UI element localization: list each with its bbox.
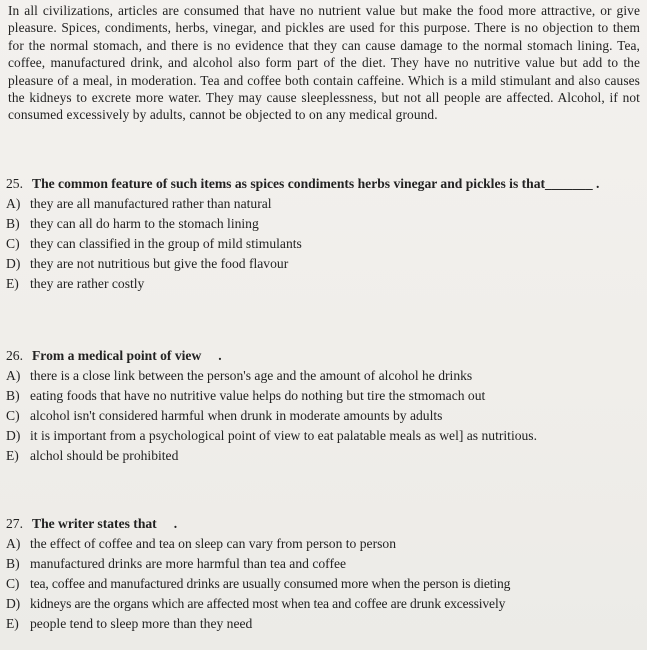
reading-passage: In all civilizations, articles are consumed that have no nutrient value but make the food more attractive, or give pleasure. Spices, condiments, herbs, vinegar, and pickles are used for this purpose. There is no objection to them for the normal stomach, and there is no evidence that they can cause damage to the normal stomach lining. Tea, coffee, manufactured drink, and alcohol also form part of the diet. They have no nutritive value but add to the pleasure of a meal, in moderation. Tea and coffee both contain caffeine. Which is a mild stimulant and also causes the kidneys to excrete more water. They may cause sleeplessness, but not all people are affected. Alcohol, if not consumed excessively by adults, cannot be objected to on any medical ground. [8, 3, 640, 123]
question-text: From a medical point of view . [32, 348, 222, 363]
question-26 [6, 346, 636, 466]
question-25 [6, 174, 636, 294]
option-b[interactable]: B) eating foods that have no nutritive value helps do nothing but tire the stmomach out [6, 388, 486, 403]
option-a[interactable]: A) the effect of coffee and tea on sleep can vary from person to person [6, 536, 396, 551]
option-e[interactable]: E) alchol should be prohibited [6, 448, 179, 463]
option-c[interactable]: C) tea, coffee and manufactured drinks are usually consumed more when the person is dieting [6, 576, 511, 591]
option-e[interactable]: E) people tend to sleep more than they need [6, 616, 253, 631]
option-d[interactable]: D) they are not nutritious but give the food flavour [6, 256, 289, 271]
question-number: 25. [6, 176, 23, 191]
question-text: The common feature of such items as spices condiments herbs vinegar and pickles is that_______ . [32, 176, 600, 191]
option-c[interactable]: C) alcohol isn't considered harmful when drunk in moderate amounts by adults [6, 408, 443, 423]
option-e[interactable]: E) they are rather costly [6, 276, 145, 291]
question-number: 27. [6, 516, 23, 531]
question-stem [6, 514, 636, 534]
question-stem [6, 346, 636, 366]
option-a[interactable]: A) there is a close link between the person's age and the amount of alcohol he drinks [6, 368, 473, 383]
question-stem [6, 174, 636, 194]
option-a[interactable]: A) they are all manufactured rather than natural [6, 196, 272, 211]
option-b[interactable]: B) they can all do harm to the stomach lining [6, 216, 259, 231]
option-b[interactable]: B) manufactured drinks are more harmful than tea and coffee [6, 556, 347, 571]
option-d[interactable]: D) it is important from a psychological point of view to eat palatable meals as wel] as nutritious. [6, 428, 537, 443]
question-number: 26. [6, 348, 23, 363]
question-text: The writer states that . [32, 516, 178, 531]
question-27 [6, 514, 636, 634]
option-d[interactable]: D) kidneys are the organs which are affected most when tea and coffee are drunk excessively [6, 596, 506, 611]
option-c[interactable]: C) they can classified in the group of mild stimulants [6, 236, 302, 251]
